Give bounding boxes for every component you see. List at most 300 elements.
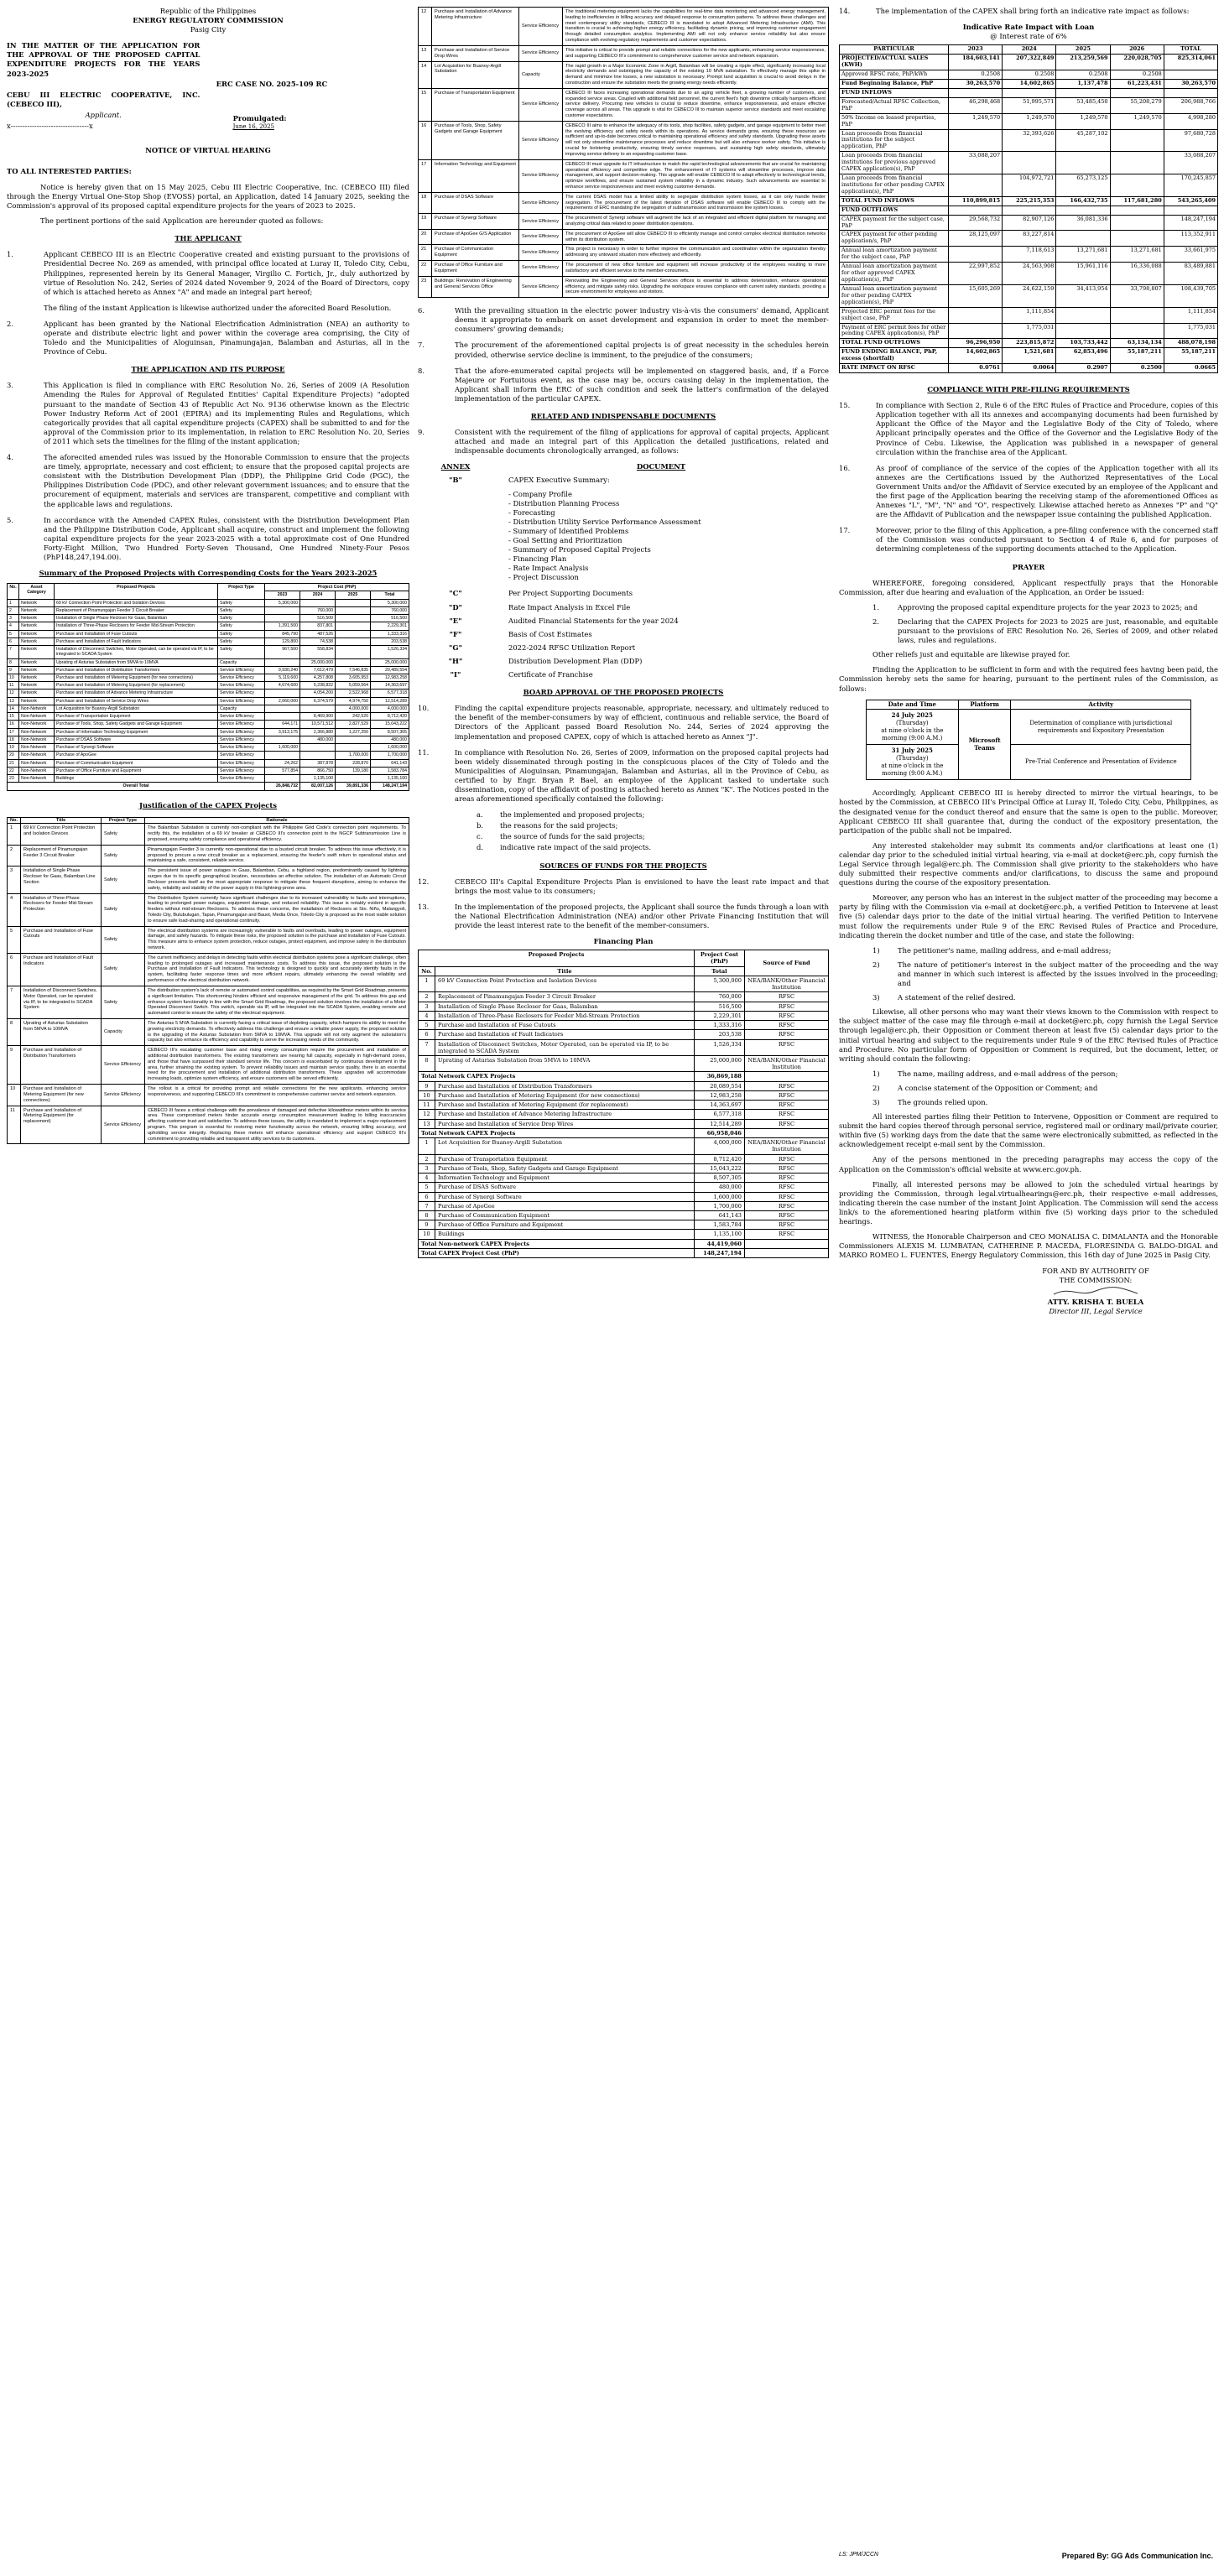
table-cell: Forecasted/Actual RFSC Collection, PhP [840, 97, 949, 113]
schedule-header: Date and Time [866, 700, 958, 710]
table-cell: Safety [218, 606, 265, 614]
notice-title: NOTICE OF VIRTUAL HEARING [145, 145, 271, 154]
list-item: - Rate Impact Analysis [508, 564, 829, 573]
table-cell [1056, 323, 1110, 339]
table-cell: 641,143 [695, 1210, 745, 1220]
table-cell: Safety [102, 845, 145, 866]
table-cell: Service Efficiency [519, 276, 563, 297]
table-cell: 22 [419, 261, 432, 277]
table-cell: Purchase of Office Furniture and Equipment [435, 1220, 695, 1230]
table-row [8, 721, 409, 728]
table-cell: Replacement of Pinamungajan Feeder 3 Circuit Breaker [55, 606, 218, 614]
table-row [8, 1046, 409, 1085]
rate-header: PARTICULAR [840, 45, 949, 55]
annex-row: "C" Per Project Supporting Documents [449, 589, 633, 598]
table-cell: Purchase and Installation of Metering Equipment (for replacement) [55, 682, 218, 690]
table-cell [1110, 215, 1164, 231]
table-cell: 480,000 [300, 736, 336, 743]
table-cell: 223,815,872 [1003, 339, 1056, 348]
table-cell: 1,700,000 [336, 752, 371, 759]
table-cell: Purchase of Tools, Shop, Safety Gadgets and Garage Equipment [55, 721, 218, 728]
table-row [419, 229, 829, 245]
table-cell: Total Network CAPEX Projects [419, 1128, 695, 1137]
table-total-row [8, 783, 409, 790]
table-cell: Service Efficiency [218, 690, 265, 697]
table-cell: NEA/BANK/Other Financial Institution [745, 1056, 829, 1072]
table-row [419, 45, 829, 61]
table-row [840, 231, 1218, 247]
table-cell: Non-Network [19, 705, 55, 712]
table-row [8, 637, 409, 645]
table-cell: 760,000 [695, 992, 745, 1002]
table-cell [1056, 152, 1110, 174]
table-cell: Capacity [218, 658, 265, 666]
fin-header: Source of Fund [745, 950, 829, 976]
summary-table [7, 583, 409, 790]
table-cell: 13 [419, 1119, 435, 1128]
table-cell: Uprating of Asturias Substation from 5MVA to 10MVA [21, 1018, 102, 1045]
table-row [8, 682, 409, 690]
table-cell: Service Efficiency [519, 88, 563, 121]
table-cell: CAPEX payment for other pending application/s, PhP [840, 231, 949, 247]
table-row [840, 215, 1218, 231]
rate-header: 2026 [1110, 45, 1164, 55]
table-row [840, 55, 1218, 70]
table-row [419, 1138, 829, 1154]
table-cell: Information Technology and Equipment [435, 1174, 695, 1183]
table-cell: 4,674,600 [265, 682, 300, 690]
table-cell: 1,111,854 [1164, 307, 1217, 323]
annex-row: "G" 2022-2024 RFSC Utilization Report [449, 643, 636, 652]
table-cell: 83,227,814 [1003, 231, 1056, 247]
table-cell: 225,215,353 [1003, 196, 1056, 206]
table-cell: 17 [419, 159, 432, 192]
fin-header: Proposed Projects [419, 950, 695, 966]
table-cell: RFSC [745, 1163, 829, 1173]
table-cell: CEBECO III's escalating customer base and rising energy consumption require the procurement and installation of additional distribution transformers. The existing transformers are nearing full capacity, especially in high-demand zones, and those that have surpassed their standard service life. This concern is exacerbated by continuous development in the area, further straining the existing system. To prevent reliability issues and maintain service quality, there is an essential need for the procurement and installation of additional distribution transformers. These upgrades will accommodate increasing loads, optimize system efficiency, and ensure customers will be served efficiently. [145, 1046, 409, 1085]
table-cell: 6,374,579 [300, 697, 336, 705]
summary-table-body [8, 599, 409, 790]
table-cell: 39,891,336 [336, 783, 371, 790]
table-cell: Purchase of Tools, Shop, Safety Gadgets and Garage Equipment [432, 121, 519, 159]
table-cell: Purchase of ApoGee [55, 752, 218, 759]
table-cell: Service Efficiency [218, 744, 265, 752]
table-cell: 6 [419, 1192, 435, 1201]
table-cell: 2,229,301 [695, 1011, 745, 1020]
table-cell: Network [19, 637, 55, 645]
table-cell: Service Efficiency [519, 261, 563, 277]
table-cell: 7,612,479 [300, 666, 336, 674]
table-cell: Safety [102, 986, 145, 1018]
table-row [8, 690, 409, 697]
table-cell [265, 690, 300, 697]
table-cell: 83,489,881 [1164, 263, 1217, 285]
schedule-header: Activity [1011, 700, 1191, 710]
table-cell: Purchase of ApoGee [435, 1201, 695, 1210]
table-cell: 108,439,705 [1164, 284, 1217, 307]
table-cell: The Balamban Substation is currently non-compliant with the Philippine Grid Code's connection point requirements. To rectify this, the installation of a 69 kV breaker at CEBECO III's connection point to the NGCP Subtransmission Line is proposed, ensuring safety compliance and operational efficiency. [145, 824, 409, 845]
table-cell: 2,827,529 [336, 721, 371, 728]
table-cell: Service Efficiency [519, 214, 563, 230]
table-cell: 23 [8, 775, 19, 783]
table-cell [336, 630, 371, 637]
table-cell: 7 [8, 646, 19, 658]
table-cell [1003, 152, 1056, 174]
table-cell: 20 [8, 752, 19, 759]
table-cell: Purchase and Installation of Distribution Transformers [435, 1081, 695, 1090]
table-cell: 5 [8, 926, 21, 953]
summary-table-title: Summary of the Proposed Projects with Corresponding Costs for the Years 2023-2025 [39, 569, 378, 578]
table-cell: 8 [419, 1210, 435, 1220]
numbered-paragraph: 9. Consistent with the requirement of the filing of applications for approval of capital projects, Applicant attached and made an integral part of this Application the detailed justifications, related and indispensable documents chronologically arranged, as follows: [418, 428, 829, 455]
table-cell: 16 [419, 121, 432, 159]
table-cell: Buildings [435, 1230, 695, 1239]
table-cell: 516,500 [300, 615, 336, 622]
table-cell: 1,249,570 [1110, 113, 1164, 129]
table-cell: Purchase of Communication Equipment [435, 1210, 695, 1220]
table-cell: NEA/BANK/Other Financial Institution [745, 1138, 829, 1154]
table-cell: 1,700,000 [371, 752, 409, 759]
list-item: b. the reasons for the said projects; [477, 821, 618, 830]
table-cell [745, 1128, 829, 1137]
table-row [419, 1110, 829, 1119]
caption-matter: IN THE MATTER OF THE APPLICATION FOR THE APPROVAL OF THE PROPOSED CAPITAL EXPENDITURE PROJECTS FOR THE YEARS 2023-2025 [7, 41, 201, 78]
table-row [840, 129, 1218, 152]
table-cell: Service Efficiency [218, 682, 265, 690]
numbered-paragraph: 17. Moreover, prior to the filing of this Application, a pre-filing conference with the concerned staff of the Commission was conducted pursuant to Section 4 of Rule 6, and for purposes of determining completeness of the supporting documents attached to the Application. [839, 526, 1218, 554]
table-cell: 516,500 [695, 1002, 745, 1011]
table-cell: Installation of Single Phase Recloser for Gaas, Balamban [435, 1002, 695, 1011]
fin-subheader: Total [695, 966, 745, 976]
caption-separator: x---------------------------------x [7, 121, 93, 130]
table-cell: Network [19, 658, 55, 666]
list-item: - Summary of Identified Problems [508, 527, 829, 536]
table-cell: 4 [8, 622, 19, 630]
table-cell: Service Efficiency [102, 1046, 145, 1085]
annex-row: "I" Certificate of Franchise [450, 670, 593, 679]
table-cell: Information Technology and Equipment [432, 159, 519, 192]
table-cell: Purchase and Installation of Service Drop Wires [432, 45, 519, 61]
table-cell: 117,681,280 [1110, 196, 1164, 206]
table-cell: Purchase and Installation of Fault Indicators [55, 637, 218, 645]
table-cell: Safety [218, 615, 265, 622]
just-header: Project Type [102, 817, 145, 824]
table-cell: The Distribution System currently faces significant challenges due to its increased vulnerability to faults and interruptions, leading to prolonged power outages, equipment damage, and reduced reliability. This issue is notably evident in specific feeders without mid-stream Reclosers. To address these concerns, the installation of Reclosers at Sto. Niño, Malangyoli, Toledo City, Bulubulugan, Tapan, Pinamungajan and Bauot, Media Once, Toledo City is proposed as the most viable solution to ensure safe load-sharing and operational continuity. [145, 893, 409, 926]
table-cell: 480,000 [371, 736, 409, 743]
table-cell: Loan proceeds from financial institutions for the subject application, PhP [840, 129, 949, 152]
table-row [8, 893, 409, 926]
table-cell: 46,298,468 [949, 97, 1003, 113]
table-cell: Purchase and Installation of Metering Equipment (for new connections) [435, 1090, 695, 1100]
table-cell: 387,878 [300, 759, 336, 767]
table-cell: Service Efficiency [519, 45, 563, 61]
table-cell: 69 kV Connection Point Protection and Isolation Devices [435, 976, 695, 991]
table-cell: 13,271,681 [1110, 247, 1164, 263]
table-cell: 63,134,134 [1110, 339, 1164, 348]
list-item: a. the implemented and proposed projects; [477, 810, 645, 820]
table-cell: Network [19, 606, 55, 614]
rate-impact-header-row [840, 45, 1218, 55]
promulgated-label: Promulgated: [232, 114, 287, 123]
table-row [419, 1119, 829, 1128]
table-cell: RFSC [745, 1002, 829, 1011]
table-cell: 184,603,141 [949, 55, 1003, 70]
table-row [8, 697, 409, 705]
table-cell: Purchase of Information Technology Equipment [55, 728, 218, 736]
table-cell: 10 [419, 1230, 435, 1239]
table-cell: Projected ERC permit fees for the subject case, PhP [840, 307, 949, 323]
table-cell: RFSC [745, 1090, 829, 1100]
table-cell: CEBECO III aims to enhance the adequacy of its tools, shop facilities, safety gadgets, and garage equipment to better meet the evolving efficiency and safety needs within its operations. As service demands grow, ensuring these resources are sufficient and up-to-date becomes critical to maintaining operational efficiency and safety standards. Upgrading these assets will not only streamline maintenance processes and reduce downtime but will also enhance worker safety. This initiative is crucial for bolstering productivity, ensuring timely service responses, and sustaining high safety standards, ultimately improving service delivery to an expanding customer base. [563, 121, 829, 159]
table-cell: 2 [419, 1154, 435, 1163]
table-cell: 4 [419, 1011, 435, 1020]
table-cell: Network [19, 697, 55, 705]
table-cell [336, 744, 371, 752]
table-cell: 845,790 [265, 630, 300, 637]
table-cell: Service Efficiency [519, 159, 563, 192]
justification-left-body [8, 824, 409, 1144]
caption-applicant-label: Applicant. [85, 110, 122, 119]
table-cell: 15,043,222 [371, 721, 409, 728]
exec-summary-list [508, 490, 829, 583]
table-cell: 104,972,721 [1003, 174, 1056, 197]
table-cell: 0.2508 [1056, 70, 1110, 80]
table-row [840, 339, 1218, 348]
witness-paragraph: WITNESS, the Honorable Chairperson and CEO MONALISA C. DIMALANTA and the Honorable Commissioners ALEXIS M. LUMBATAN, CATHERINE P. MACEDA, FLORESINDA G. BALDO-DIGAL and MARKO ROMEO L. FUENTES, Energy Regulatory Commission, this 16th day of June 2025 in Pasig City. [839, 1232, 1218, 1260]
list-item: - Distribution Utility Service Performance Assessment [508, 518, 829, 527]
table-row [8, 728, 409, 736]
table-row [8, 1106, 409, 1144]
table-cell [949, 323, 1003, 339]
table-cell: Service Efficiency [519, 121, 563, 159]
intro-paragraph: Notice is hereby given that on 15 May 2025, Cebu III Electric Cooperative, Inc. (CEBECO III) filed through the Energy Virtual One-Stop Shop (EVOSS) portal, an Application, dated 14 January 2025, seeking the Commission's approval of its proposed capital expenditure projects for the years of 2023 to 2025. [7, 182, 409, 211]
table-cell: Loan proceeds from financial institutions for previous approved CAPEX application(s), PhP [840, 152, 949, 174]
table-cell: Service Efficiency [102, 1085, 145, 1106]
table-cell: 1,333,316 [695, 1021, 745, 1030]
table-cell: 5 [419, 1183, 435, 1192]
table-cell [265, 752, 300, 759]
table-cell: 30,263,570 [1164, 79, 1217, 88]
table-cell: 0.2907 [1056, 364, 1110, 373]
table-cell: 6 [8, 637, 19, 645]
table-row [840, 307, 1218, 323]
table-cell: 20,089,554 [695, 1081, 745, 1090]
table-cell: Non-Network [19, 767, 55, 774]
table-cell: 15,043,222 [695, 1163, 745, 1173]
related-docs-title: RELATED AND INDISPENSABLE DOCUMENTS [530, 411, 716, 420]
table-cell: 25,000,000 [695, 1056, 745, 1072]
justification-table-left [7, 817, 409, 1145]
table-cell: 480,000 [695, 1183, 745, 1192]
table-cell: 14,363,697 [695, 1101, 745, 1110]
table-cell [265, 615, 300, 622]
closing-paragraph: Moreover, any person who has an interest in the subject matter of the proceeding may become a party by filing with the Commission via e-mail at docket@erc.ph, a verified Petition to Intervene at least five (5) calendar days prior to the date of the initial virtual hearing. The verified Petition to Intervene must follow the requirements under Rule 9 of the ERC Revised Rules of Practice and Procedure, indicating therein the docket number and title of the case, and state the following: [839, 893, 1218, 939]
summary-group-header: Project Cost (PhP) [265, 584, 409, 591]
table-cell: RFSC [745, 1021, 829, 1030]
table-cell: Installation of Disconnect Switches, Motor Operated, can be operated via IP, to be integrated to SCADA System [435, 1039, 695, 1055]
table-cell: CAPEX payment for the subject case, PhP [840, 215, 949, 231]
table-cell: 1,137,478 [1056, 79, 1110, 88]
table-cell: 1,521,681 [1003, 348, 1056, 364]
table-row [419, 1021, 829, 1030]
table-row [840, 364, 1218, 373]
table-cell: 33,088,207 [949, 152, 1003, 174]
table-row [419, 1201, 829, 1210]
table-cell: 129,800 [265, 637, 300, 645]
closing-paragraph: Any of the persons mentioned in the preceding paragraphs may access the copy of the Application on the Commission's official website at www.erc.gov.ph. [839, 1155, 1218, 1174]
summary-header: No. [8, 584, 19, 599]
table-row [840, 79, 1218, 88]
table-cell: Service Efficiency [519, 245, 563, 261]
table-cell: 487,526 [300, 630, 336, 637]
table-cell: 1,135,100 [300, 775, 336, 783]
table-cell: 3,605,953 [336, 674, 371, 681]
table-cell: The persistent issue of power outages in Gaas, Balamban, Cebu, a highland region, predominantly caused by lightning surges due to its specific geographical location, necessitates an effective solution. The installation of an Automatic Circuit Recloser presents itself as the most appropriate response to mitigate these frequent disruptions, aiming to enhance the safety, reliability and stability of the power supply in this lightning-prone area. [145, 866, 409, 893]
table-cell: Approved RFSC rate, PhP/kWh [840, 70, 949, 80]
table-cell: 6,577,318 [371, 690, 409, 697]
table-cell: 203,538 [695, 1030, 745, 1039]
table-row [419, 1163, 829, 1173]
table-cell: 170,245,857 [1164, 174, 1217, 197]
comment-requirements-list [872, 1069, 1218, 1107]
table-cell [1110, 174, 1164, 197]
table-cell: 69 kV Connection Point Protection and Isolation Devices [55, 599, 218, 606]
table-cell: Purchase and Installation of Metering Equipment (for new connections) [55, 674, 218, 681]
table-cell [1056, 88, 1110, 97]
table-cell: Network [19, 622, 55, 630]
table-cell: 1,775,031 [1164, 323, 1217, 339]
table-cell: 0.2500 [1110, 364, 1164, 373]
table-cell: 11 [8, 1106, 21, 1144]
summary-header: Proposed Projects [55, 584, 218, 599]
table-cell: 21 [419, 245, 432, 261]
numbered-paragraph: 12. CEBECO III's Capital Expenditure Projects Plan is envisioned to have the least rate impact and that brings the most value to its consumers; [418, 877, 829, 895]
summary-header: Asset Category [19, 584, 55, 599]
table-row [8, 615, 409, 622]
table-cell: 1,249,570 [1056, 113, 1110, 129]
table-cell: 1 [8, 599, 19, 606]
table-cell: 16 [8, 721, 19, 728]
table-row [8, 824, 409, 845]
compliance-title: COMPLIANCE WITH PRE-FILING REQUIREMENTS [927, 385, 1130, 394]
numbered-paragraph: The filing of the instant Application is likewise authorized under the aforecited Board Resolution. [44, 303, 392, 312]
table-cell: The procurement of Synergi software will augment the lack of an integrated and efficient digital platform for managing and analyzing critical data related to power distribution operations. [563, 214, 829, 230]
table-cell: Renovating the Engineering and General Services offices is essential to address deterioration, enhance operational efficiency, and mitigate safety risks. Upgrading the workspace ensures compliance with current safety standards, providing a secure environment for employees and visitors. [563, 276, 829, 297]
table-cell: Safety [218, 646, 265, 658]
financing-table [418, 950, 829, 1258]
table-cell: 96,296,950 [949, 339, 1003, 348]
table-cell: 866,750 [300, 767, 336, 774]
table-cell: Purchase and Installation of Service Drop Wires [435, 1119, 695, 1128]
table-row [840, 174, 1218, 197]
table-cell [336, 622, 371, 630]
just-header: Title [21, 817, 102, 824]
table-row [8, 986, 409, 1018]
table-cell [949, 307, 1003, 323]
table-cell: Non-Network [19, 713, 55, 721]
table-cell [1164, 206, 1217, 215]
table-cell: 242,520 [336, 713, 371, 721]
table-cell: 1 [419, 976, 435, 991]
table-cell: 8 [419, 1056, 435, 1072]
table-cell [265, 713, 300, 721]
table-cell: 760,000 [300, 606, 336, 614]
table-total-row [419, 1072, 829, 1081]
table-cell: 18 [419, 192, 432, 213]
table-cell: 1,333,316 [371, 630, 409, 637]
table-cell: RFSC [745, 1174, 829, 1183]
for-by-authority: FOR AND BY AUTHORITY OF [1042, 1267, 1149, 1276]
table-cell: 4,000,000 [371, 705, 409, 712]
table-cell: 5,300,000 [371, 599, 409, 606]
table-cell: 22,997,852 [949, 263, 1003, 285]
hearing-intro: Finding the Application to be sufficient in form and with the required fees having been paid, the Commission hereby sets the same for hearing, pursuant to the pertinent rules of the Commission, as follows: [839, 665, 1218, 693]
table-cell: 6,577,318 [695, 1110, 745, 1119]
table-row [419, 121, 829, 159]
list-item: 2. Declaring that the CAPEX Projects for 2023 to 2025 are just, reasonable, and equitable pursuant to the provisions of ERC Resolution No. 26, Series of 2009, and other related laws, rules and regulations. [872, 617, 1218, 645]
table-cell: This initiative is critical to provide prompt and reliable connections for the new applicants, enhancing service responsiveness, and supporting CEBECO III's commitment to comprehensive customer service and network expansion. [563, 45, 829, 61]
numbered-paragraph: 7. The procurement of the aforementioned capital projects is of great necessity in the schedules herein provided, otherwise service decline is imminent, to the prejudice of the consumers; [418, 341, 829, 359]
table-cell: 488,078,198 [1164, 339, 1217, 348]
table-cell: 12,514,289 [371, 697, 409, 705]
table-cell: 19 [8, 744, 19, 752]
table-cell: 3 [8, 866, 21, 893]
table-cell: RFSC [745, 1110, 829, 1119]
table-cell: 14,363,697 [371, 682, 409, 690]
column-3 [839, 7, 1218, 1316]
table-cell: The rapid growth in a Major Economic Zone in Argill, Balamban will be creating a ripple effect, significantly increasing local electricity demands and outstripping the capacity of the existing 10 MVA substation. To effectively manage this spike in demand and minimize line losses, a new substation is necessary. Prompt land acquisition is crucial to avoid delays in the construction and ensure the substation meets the growing energy needs efficiently. [563, 61, 829, 88]
table-cell: 12,514,289 [695, 1119, 745, 1128]
table-cell [300, 599, 336, 606]
table-cell: FUND OUTFLOWS [840, 206, 949, 215]
table-cell [1164, 70, 1217, 80]
table-cell [265, 705, 300, 712]
table-cell: CEBECO III faces a critical challenge with the prevalence of damaged and defective kilowatthour meters within its service area. These compromised meters hinder accurate energy consumption measurement leading to billing inaccuracies affecting customer trust and satisfaction. To address these issues, the utility is mandated to implement a major replacement program. This program is essential for restoring meter functionality across the network, ensuring billing accuracy, and upholding service integrity. Replacing these meters will enhance operational efficiency and support CEBECO III's commitment to providing reliable and transparent utility services to its customers. [145, 1106, 409, 1144]
table-cell: 53,485,450 [1056, 97, 1110, 113]
table-cell: Purchase of Synergi Software [435, 1192, 695, 1201]
table-cell: 82,007,126 [300, 783, 336, 790]
table-cell [336, 637, 371, 645]
table-row [419, 1174, 829, 1183]
table-cell: 6 [419, 1030, 435, 1039]
table-cell [1164, 88, 1217, 97]
table-cell: 0.0761 [949, 364, 1003, 373]
table-cell [745, 1248, 829, 1257]
table-cell: Service Efficiency [519, 192, 563, 213]
signatory-name: ATTY. KRISHA T. BUELA [1047, 1297, 1144, 1306]
table-row [840, 348, 1218, 364]
table-cell: RFSC [745, 1192, 829, 1201]
table-cell: Total CAPEX Project Cost (PhP) [419, 1248, 695, 1257]
table-cell: 10 [419, 1090, 435, 1100]
table-cell: Non-Network [19, 728, 55, 736]
table-cell: Service Efficiency [102, 1106, 145, 1144]
table-row [8, 926, 409, 953]
table-cell: The electrical distribution systems are increasingly vulnerable to faults and overloads, leading to power outages, equipment damage, and safety hazards. To mitigate these risks, the proposed solution is the purchase and installation of Fuse Cutouts. This measure aims to enhance system protection, reduce outages, protect equipment, and improve safety in the distribution network. [145, 926, 409, 953]
city-line: Pasig City [190, 25, 227, 34]
table-cell [336, 599, 371, 606]
table-cell: 1,600,000 [695, 1192, 745, 1201]
table-cell: Non-Network [19, 736, 55, 743]
table-cell: CEBECO III faces increasing operational demands due to an aging vehicle fleet, a growing number of customers, and expanded service areas. Coupled with additional field personnel, the current fleet's high downtime critically hampers efficient service delivery. Procuring new vehicles is crucial to reduce downtime, enhance responsiveness, and ensure effective coverage across all areas. This upgrade is vital for CEBECO III to maintain superior service standards and meet escalating customer expectations. [563, 88, 829, 121]
table-cell: 36,869,188 [695, 1072, 745, 1081]
table-cell: Annual loan amortization payment for the subject case, PhP [840, 247, 949, 263]
table-cell: 28,125,097 [949, 231, 1003, 247]
closing-paragraph: Finally, all interested persons may be allowed to join the scheduled virtual hearings by providing the Commission, through legal.virtualhearings@erc.ph, their respective e-mail addresses, indicating therein the case number of the instant Joint Application. The Commission will send the access link/s to the aforementioned hearing platform within five (5) working days prior to the scheduled hearings. [839, 1179, 1218, 1226]
table-cell: Pinamungajan Feeder 3 is currently non-operational due to a busted circuit breaker. To address this issue effectively, it is proposed to procure a new circuit breaker as a replacement, ensuring the feeder's swift return to operational status and maintaining a safe, consistent, reliable service. [145, 845, 409, 866]
table-cell: Service Efficiency [218, 721, 265, 728]
list-item: - Project Discussion [508, 573, 829, 582]
